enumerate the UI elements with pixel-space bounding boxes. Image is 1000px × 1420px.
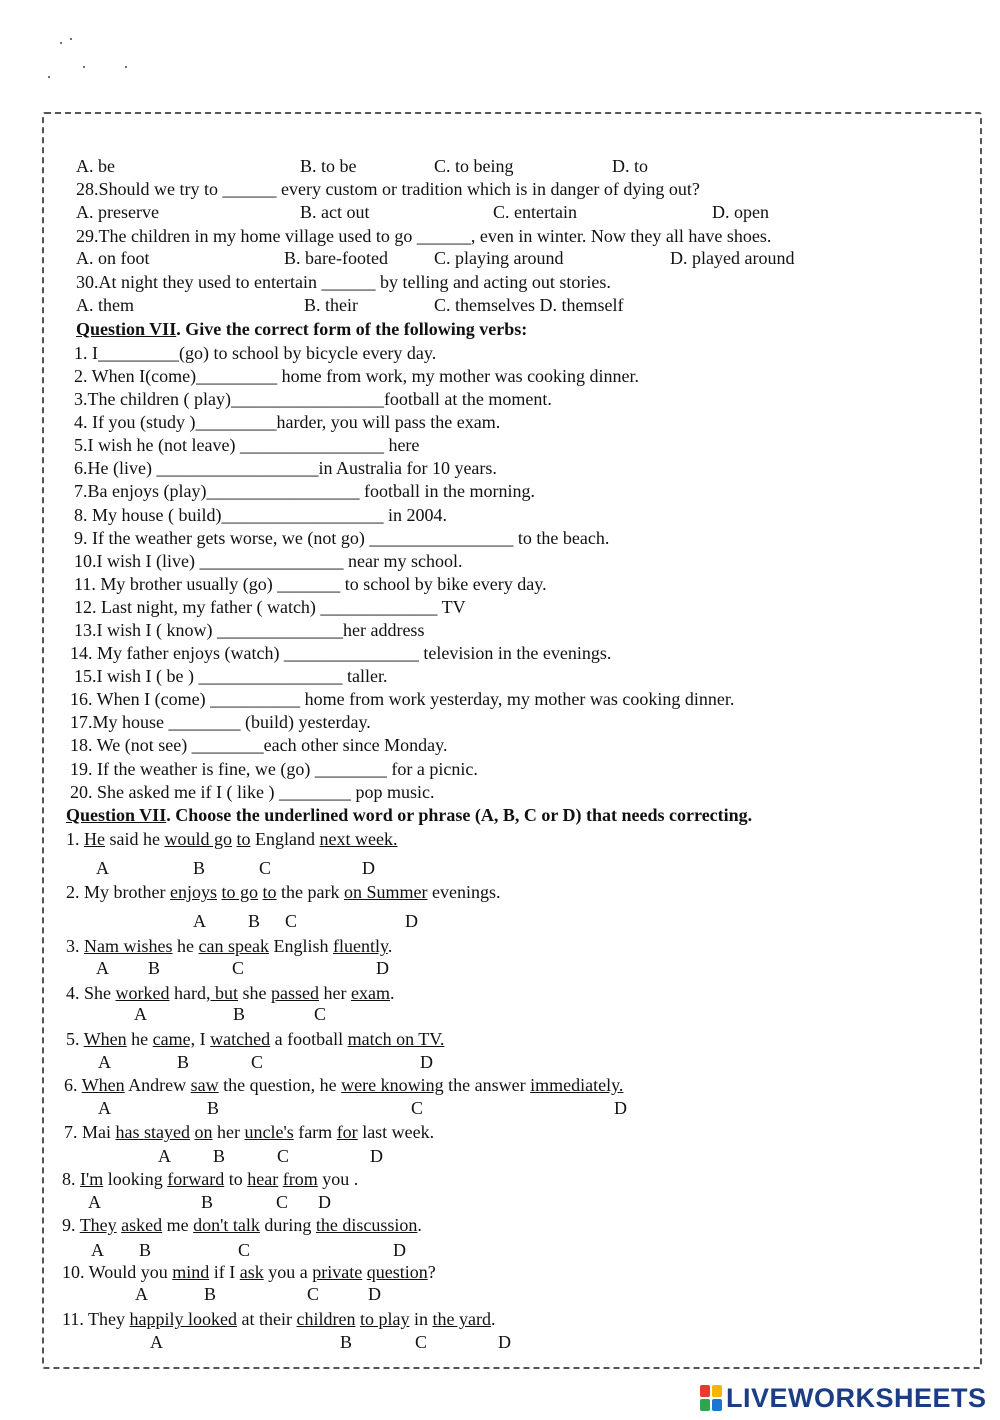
- underlined-phrase: has stayed: [115, 1122, 190, 1142]
- sentence-text: 5.: [66, 1029, 84, 1049]
- underlined-phrase: came,: [152, 1029, 196, 1049]
- underlined-phrase: watched: [210, 1029, 271, 1049]
- logo-square: [712, 1399, 722, 1411]
- underlined-phrase: happily looked: [129, 1309, 237, 1329]
- verb-question: 2. When I(come)_________ home from work, my mother was cooking dinner.: [74, 366, 640, 386]
- error-question: [66, 982, 394, 1004]
- underlined-phrase: the discussion: [315, 1215, 418, 1235]
- underlined-phrase: passed: [270, 983, 319, 1003]
- underlined-phrase: question: [366, 1262, 428, 1282]
- option-b: B. their: [304, 295, 358, 315]
- sentence-text: English: [268, 936, 333, 956]
- verb-question: 4. If you (study )_________harder, you will pass the exam.: [74, 412, 501, 432]
- option-d: D. played around: [670, 248, 795, 268]
- option-d: D. open: [712, 202, 769, 222]
- answer-letter-c: C: [285, 911, 298, 931]
- answer-letter-c: C: [232, 958, 245, 978]
- answer-letter-a: A: [96, 858, 109, 878]
- sentence-text: me: [162, 1215, 194, 1235]
- sentence-text: England: [250, 829, 320, 849]
- sentence-text: the question, he: [218, 1075, 342, 1095]
- sentence-text: her: [318, 983, 351, 1003]
- answer-letter-b: B: [204, 1284, 217, 1304]
- scan-speck: [70, 38, 72, 40]
- underlined-phrase: ask: [239, 1262, 264, 1282]
- answer-letter-d: D: [370, 1146, 383, 1166]
- logo-square: [712, 1385, 722, 1397]
- answer-letter-c: C: [314, 1004, 327, 1024]
- option-b: B. act out: [300, 202, 370, 222]
- error-question: [64, 1121, 434, 1143]
- answer-letter-b: B: [233, 1004, 246, 1024]
- section-heading-errors: Question VII. Choose the underlined word or phrase (A, B, C or D) that needs correcting.: [66, 805, 753, 825]
- underlined-phrase: were knowing: [341, 1075, 444, 1095]
- sentence-text: if I: [209, 1262, 240, 1282]
- verb-question: 16. When I (come) __________ home from work yesterday, my mother was cooking dinner.: [70, 689, 735, 709]
- verb-question: 3.The children ( play)_________________football at the moment.: [74, 389, 552, 409]
- answer-letter-b: B: [148, 958, 161, 978]
- answer-letter-b: B: [201, 1192, 214, 1212]
- scan-speck: [125, 66, 127, 68]
- answer-letter-c: C: [238, 1240, 251, 1260]
- verb-question: 14. My father enjoys (watch) _______________ television in the evenings.: [70, 643, 612, 663]
- error-question: [66, 828, 397, 850]
- sentence-text: he: [172, 936, 199, 956]
- answer-letter-d: D: [420, 1052, 433, 1072]
- underlined-phrase: don't talk: [193, 1215, 260, 1235]
- answer-letter-a: A: [98, 1098, 111, 1118]
- sentence-text: in: [409, 1309, 433, 1329]
- answer-letter-c: C: [415, 1332, 428, 1352]
- sentence-text: 4. She: [66, 983, 116, 1003]
- answer-letter-a: A: [88, 1192, 101, 1212]
- error-question: [62, 1168, 358, 1190]
- answer-letter-a: A: [135, 1284, 148, 1304]
- underlined-phrase: hear: [247, 1169, 279, 1189]
- sentence-text: 3.: [66, 936, 84, 956]
- sentence-text: he: [126, 1029, 153, 1049]
- sentence-text: 7. Mai: [64, 1122, 116, 1142]
- sentence-text: last week.: [357, 1122, 435, 1142]
- option-d: D. to: [612, 156, 648, 176]
- answer-letter-d: D: [368, 1284, 381, 1304]
- sentence-text: said he: [105, 829, 165, 849]
- answer-letter-c: C: [307, 1284, 320, 1304]
- sentence-text: hard: [169, 983, 206, 1003]
- underlined-phrase: saw: [190, 1075, 219, 1095]
- underlined-phrase: asked: [121, 1215, 163, 1235]
- verb-question: 6.He (live) __________________in Australia for 10 years.: [74, 458, 497, 478]
- option-c: C. entertain: [493, 202, 577, 222]
- question-28: 28.Should we try to ______ every custom or tradition which is in danger of dying out?: [76, 179, 700, 199]
- scan-speck: [60, 42, 62, 44]
- verb-question: 8. My house ( build)__________________ in 2004.: [74, 505, 447, 525]
- answer-letter-d: D: [405, 911, 418, 931]
- sentence-text: farm: [293, 1122, 337, 1142]
- answer-letter-b: B: [177, 1052, 190, 1072]
- sentence-text: you a: [263, 1262, 313, 1282]
- answer-letter-d: D: [393, 1240, 406, 1260]
- verb-question: 7.Ba enjoys (play)_________________ football in the morning.: [74, 481, 535, 501]
- answer-letter-a: A: [98, 1052, 111, 1072]
- verb-question: 17.My house ________ (build) yesterday.: [70, 712, 371, 732]
- error-question: [66, 1028, 444, 1050]
- sentence-text: I: [195, 1029, 211, 1049]
- underlined-phrase: to go: [221, 882, 258, 902]
- answer-letter-d: D: [318, 1192, 331, 1212]
- sentence-text: the answer: [443, 1075, 531, 1095]
- verb-question: 18. We (not see) ________each other since Monday.: [70, 735, 448, 755]
- answer-letter-a: A: [134, 1004, 147, 1024]
- error-question: [66, 935, 392, 957]
- underlined-phrase: would go: [164, 829, 232, 849]
- underlined-phrase: forward: [167, 1169, 225, 1189]
- scan-speck: [48, 76, 50, 78]
- sentence-text: Andrew: [124, 1075, 191, 1095]
- answer-letter-d: D: [376, 958, 389, 978]
- verb-question: 5.I wish he (not leave) ________________ here: [74, 435, 420, 455]
- error-question: [62, 1261, 436, 1283]
- underlined-phrase: to: [236, 829, 251, 849]
- error-question: [66, 881, 500, 903]
- logo-square: [700, 1385, 710, 1397]
- option-c: C. playing around: [434, 248, 564, 268]
- verb-question: 12. Last night, my father ( watch) _____________ TV: [74, 597, 466, 617]
- verb-question: 15.I wish I ( be ) ________________ taller.: [74, 666, 388, 686]
- underlined-phrase: , but: [205, 983, 238, 1003]
- option-c: C. to being: [434, 156, 514, 176]
- option-a: A. preserve: [76, 202, 159, 222]
- verb-question: 19. If the weather is fine, we (go) ________ for a picnic.: [70, 759, 478, 779]
- answer-letter-a: A: [158, 1146, 171, 1166]
- option-a: A. on foot: [76, 248, 150, 268]
- answer-letter-a: A: [150, 1332, 163, 1352]
- question-30: 30.At night they used to entertain ______ by telling and acting out stories.: [76, 272, 611, 292]
- underlined-phrase: They: [79, 1215, 117, 1235]
- error-question: [62, 1214, 422, 1236]
- underlined-phrase: worked: [115, 983, 170, 1003]
- underlined-phrase: for: [336, 1122, 358, 1142]
- underlined-phrase: can speak: [198, 936, 269, 956]
- underlined-phrase: to play: [359, 1309, 410, 1329]
- sentence-text: 2. My brother: [66, 882, 170, 902]
- underlined-phrase: children: [296, 1309, 356, 1329]
- underlined-phrase: fluently: [332, 936, 388, 956]
- underlined-phrase: to: [262, 882, 277, 902]
- sentence-text: .: [490, 1309, 496, 1329]
- underlined-phrase: private: [312, 1262, 363, 1282]
- answer-letter-b: B: [139, 1240, 152, 1260]
- verb-question: 10.I wish I (live) ________________ near my school.: [74, 551, 463, 571]
- error-question: [64, 1074, 623, 1096]
- answer-letter-a: A: [91, 1240, 104, 1260]
- verb-question: 9. If the weather gets worse, we (not go) ________________ to the beach.: [74, 528, 610, 548]
- logo-square: [700, 1399, 710, 1411]
- option-b: B. to be: [300, 156, 357, 176]
- underlined-phrase: When: [83, 1029, 127, 1049]
- answer-letter-b: B: [340, 1332, 353, 1352]
- sentence-text: .: [417, 1215, 422, 1235]
- underlined-phrase: Nam wishes: [84, 936, 173, 956]
- underlined-phrase: When: [81, 1075, 125, 1095]
- answer-letter-d: D: [362, 858, 375, 878]
- answer-letter-d: D: [498, 1332, 511, 1352]
- question-29: 29.The children in my home village used to go ______, even in winter. Now they all have shoes.: [76, 226, 772, 246]
- underlined-phrase: next week.: [319, 829, 398, 849]
- sentence-text: looking: [103, 1169, 168, 1189]
- underlined-phrase: He: [84, 829, 105, 849]
- sentence-text: 1.: [66, 829, 84, 849]
- option-c: C. themselves D. themself: [434, 295, 624, 315]
- underlined-phrase: enjoys: [169, 882, 217, 902]
- verb-question: 11. My brother usually (go) _______ to school by bike every day.: [74, 574, 547, 594]
- underlined-phrase: on Summer: [344, 882, 428, 902]
- answer-letter-c: C: [259, 858, 272, 878]
- underlined-phrase: from: [282, 1169, 318, 1189]
- sentence-text: at their: [236, 1309, 297, 1329]
- underlined-phrase: exam: [350, 983, 390, 1003]
- section-heading-verbs: Question VII. Give the correct form of the following verbs:: [76, 319, 528, 339]
- liveworksheets-logo: [700, 1382, 990, 1414]
- answer-letter-b: B: [213, 1146, 226, 1166]
- sentence-text: to: [224, 1169, 248, 1189]
- sentence-text: a football: [270, 1029, 348, 1049]
- sentence-text: evenings.: [427, 882, 501, 902]
- error-question: [62, 1308, 495, 1330]
- answer-letter-b: B: [248, 911, 261, 931]
- answer-letter-c: C: [251, 1052, 264, 1072]
- logo-icon: [700, 1385, 722, 1411]
- underlined-phrase: uncle's: [244, 1122, 294, 1142]
- sentence-text: .: [389, 983, 395, 1003]
- answer-letter-b: B: [193, 858, 206, 878]
- sentence-text: 10. Would you: [62, 1262, 173, 1282]
- verb-question: 20. She asked me if I ( like ) ________ pop music.: [70, 782, 435, 802]
- verb-question: 13.I wish I ( know) ______________her address: [74, 620, 425, 640]
- underlined-phrase: immediately.: [530, 1075, 624, 1095]
- sentence-text: ?: [427, 1262, 436, 1282]
- answer-letter-a: A: [96, 958, 109, 978]
- option-a: A. them: [76, 295, 134, 315]
- sentence-text: 6.: [64, 1075, 82, 1095]
- sentence-text: during: [259, 1215, 316, 1235]
- underlined-phrase: match on TV.: [347, 1029, 445, 1049]
- answer-letter-b: B: [207, 1098, 220, 1118]
- option-b: B. bare-footed: [284, 248, 388, 268]
- scan-speck: [83, 66, 85, 68]
- underlined-phrase: I'm: [80, 1169, 104, 1189]
- answer-letter-c: C: [276, 1192, 289, 1212]
- sentence-text: the park: [276, 882, 344, 902]
- sentence-text: 9.: [62, 1215, 80, 1235]
- sentence-text: her: [212, 1122, 245, 1142]
- answer-letter-a: A: [193, 911, 206, 931]
- underlined-phrase: the yard: [432, 1309, 491, 1329]
- answer-letter-c: C: [411, 1098, 424, 1118]
- sentence-text: 8.: [62, 1169, 80, 1189]
- sentence-text: you .: [317, 1169, 359, 1189]
- logo-text: LIVEWORKSHEETS: [726, 1382, 987, 1413]
- underlined-phrase: mind: [172, 1262, 210, 1282]
- answer-letter-c: C: [277, 1146, 290, 1166]
- option-a: A. be: [76, 156, 115, 176]
- sentence-text: 11. They: [62, 1309, 130, 1329]
- sentence-text: .: [387, 936, 393, 956]
- sentence-text: she: [237, 983, 271, 1003]
- verb-question: 1. I_________(go) to school by bicycle every day.: [74, 343, 437, 363]
- answer-letter-d: D: [614, 1098, 627, 1118]
- underlined-phrase: on: [194, 1122, 213, 1142]
